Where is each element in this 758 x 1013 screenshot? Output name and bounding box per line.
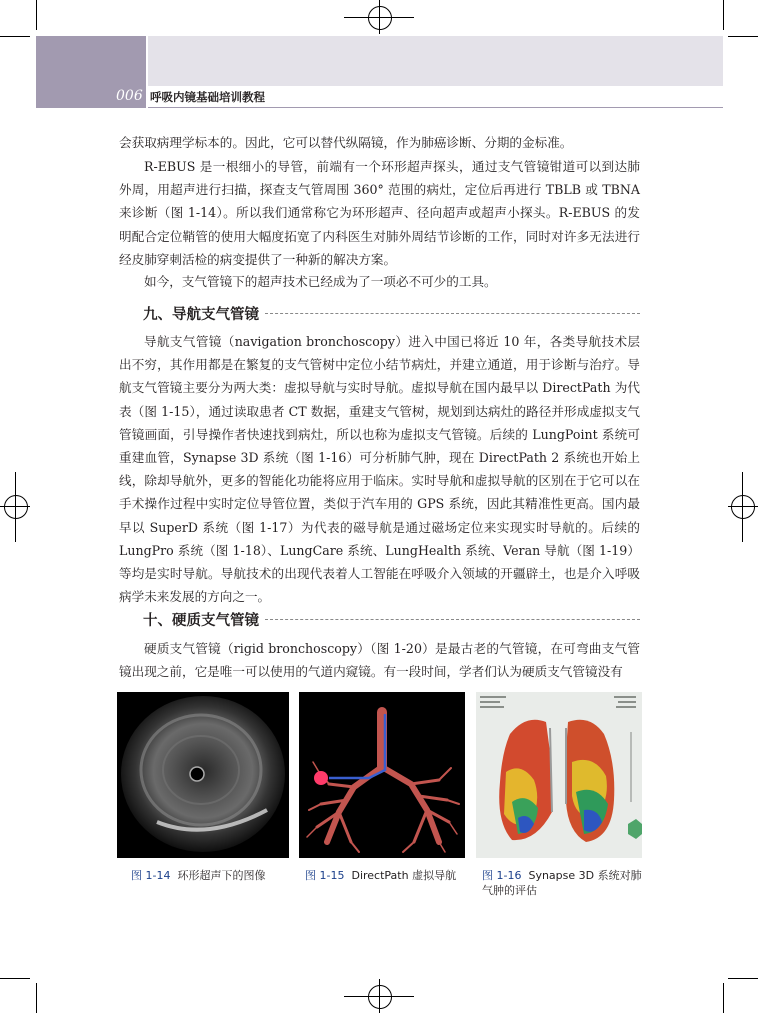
crop-mark <box>728 36 758 37</box>
registration-mark <box>731 495 755 519</box>
section-heading <box>143 609 640 630</box>
paragraph: 如今，支气管镜下的超声技术已经成为了一项必不可少的工具。 <box>144 274 497 289</box>
registration-mark <box>379 979 380 1013</box>
figure-caption <box>305 868 456 883</box>
figure-caption <box>482 868 642 898</box>
crop-mark <box>36 983 37 1013</box>
caption-text: Synapse 3D 系统对肺气肿的评估 <box>482 869 642 897</box>
figure-label: 图 1-15 <box>305 869 345 882</box>
figure-caption <box>131 868 265 883</box>
crop-mark <box>0 36 30 37</box>
figure-label: 图 1-16 <box>482 869 522 882</box>
registration-mark <box>15 472 16 542</box>
section-title: 九、导航支气管镜 <box>143 307 259 323</box>
header-band <box>148 36 723 86</box>
caption-text: 环形超声下的图像 <box>177 869 266 882</box>
paragraph: 会获取病理学标本的。因此，它可以替代纵隔镜，作为肺癌诊断、分期的金标准。 <box>119 135 573 150</box>
registration-mark <box>368 6 392 30</box>
caption-text: DirectPath 虚拟导航 <box>351 869 457 882</box>
running-title: 呼吸内镜基础培训教程 <box>150 90 265 104</box>
lung-emphysema-image <box>476 692 642 858</box>
paragraph: 硬质支气管镜（rigid bronchoscopy）（图 1-20）是最古老的气管镜，在可弯曲支气管镜出现之前，它是唯一可以使用的气道内窥镜。有一段时间，学者们认为硬质支气管镜没有 <box>119 641 640 680</box>
registration-mark <box>368 985 392 1009</box>
figure-synapse-3d <box>476 692 642 858</box>
figure-radial-ultrasound <box>117 692 289 858</box>
crop-mark <box>728 978 758 979</box>
figure-directpath <box>299 692 465 858</box>
section-heading <box>143 303 640 324</box>
registration-mark <box>4 495 28 519</box>
paragraph: R-EBUS 是一根细小的导管，前端有一个环形超声探头，通过支气管镜钳道可以到达肺外周，用超声进行扫描，探查支气管周围 360° 范围的病灶，定位后再进行 TBLB 或 TBNA 来诊断（图 1-14）。所以我们通常称它为环形超声、径向超声或超声小探头。R-EBUS 的发明配合定位鞘管的使用大幅度拓宽了内科医生对肺外周结节诊断的工作，同时对许多无法进行经皮肺穿刺活检的病变提供了一种新的解决方案。 <box>119 159 640 267</box>
registration-mark <box>379 0 380 34</box>
bronchial-tree-image <box>299 692 465 858</box>
crop-mark <box>0 978 30 979</box>
section-title: 十、硬质支气管镜 <box>143 613 259 629</box>
crop-mark <box>723 983 724 1013</box>
crop-mark <box>36 0 37 30</box>
registration-mark <box>728 506 758 507</box>
figure-label: 图 1-14 <box>131 869 171 882</box>
heading-rule <box>265 313 640 314</box>
header-rule <box>148 107 723 108</box>
page-number: 006 <box>116 88 143 104</box>
heading-rule <box>265 619 640 620</box>
registration-mark <box>742 472 743 542</box>
ultrasound-image <box>117 692 289 858</box>
paragraph: 导航支气管镜（navigation bronchoscopy）进入中国已将近 10 年，各类导航技术层出不穷，其作用都是在繁复的支气管树中定位小结节病灶，并建立通道，用于诊断与治疗。导航支气管镜主要分为两大类：虚拟导航与实时导航。虚拟导航在国内最早以 DirectPath 为代表（图 1-15），通过读取患者 CT 数据，重建支气管树，规划到达病灶的路径并形成虚拟支气管镜画面，引导操作者快速找到病灶，所以也称为虚拟支气管镜。后续的 LungPoint 系统可重建血管，Synapse 3D 系统（图 1-16）可分析肺气肿，现在 DirectPath 2 系统也开始上线，除却导航外，更多的智能化功能将应用于临床。实时导航和虚拟导航的区别在于它可以在手术操作过程中实时定位导管位置，类似于汽车用的 GPS 系统，因此其精准性更高。国内最早以 SuperD 系统（图 1-17）为代表的磁导航是通过磁场定位来实现实时导航的。后续的 LungPro 系统（图 1-18）、LungCare 系统、LungHealth 系统、Veran 导航（图 1-19）等均是实时导航。导航技术的出现代表着人工智能在呼吸介入领域的开疆辟土，也是介入呼吸病学未来发展的方向之一。 <box>119 334 640 605</box>
crop-mark <box>723 0 724 30</box>
